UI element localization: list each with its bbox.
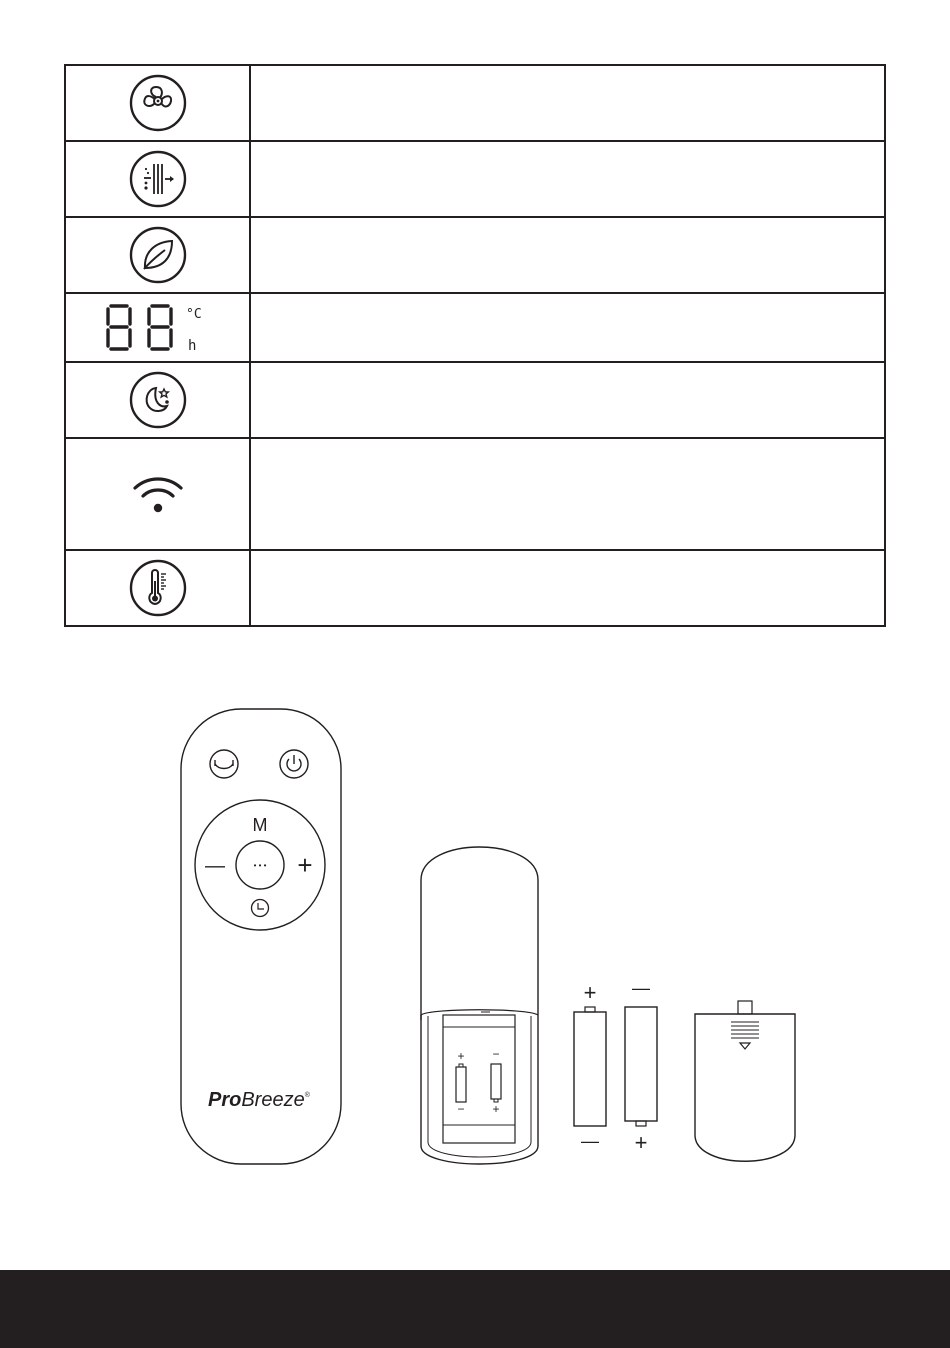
description-cell <box>250 293 885 362</box>
thermometer-icon <box>129 559 187 617</box>
description-cell <box>250 141 885 217</box>
slot-right-negative: − <box>492 1047 500 1061</box>
plus-button[interactable]: + <box>297 850 313 880</box>
wifi-icon <box>129 472 187 516</box>
table-row <box>65 550 885 626</box>
remote-back-open <box>421 847 538 1164</box>
icon-cell <box>65 550 250 626</box>
description-cell <box>250 65 885 141</box>
icon-cell <box>65 217 250 293</box>
battery-1-positive: + <box>583 980 597 1005</box>
hours-unit: h <box>187 337 196 354</box>
icon-cell <box>65 362 250 438</box>
sleep-mode-icon <box>129 371 187 429</box>
battery-2-negative: — <box>632 978 650 998</box>
icon-cell <box>65 293 250 362</box>
table-row <box>65 293 885 362</box>
filter-icon <box>129 150 187 208</box>
description-cell <box>250 362 885 438</box>
battery-1 <box>574 980 606 1151</box>
table-row <box>65 217 885 293</box>
table-row <box>65 65 885 141</box>
icon-cell <box>65 141 250 217</box>
slot-left-negative: − <box>457 1102 465 1116</box>
remote-illustration <box>0 690 950 1190</box>
timer-button[interactable] <box>252 900 269 917</box>
slot-right-positive: + <box>492 1102 500 1116</box>
slot-left-positive: + <box>457 1049 465 1063</box>
icon-cell <box>65 438 250 550</box>
battery-1-negative: — <box>581 1131 599 1151</box>
table-row <box>65 362 885 438</box>
power-button[interactable] <box>280 750 308 778</box>
digital-display-icon <box>103 302 213 354</box>
oscillate-button[interactable] <box>210 750 238 778</box>
table-row <box>65 438 885 550</box>
minus-button[interactable]: — <box>205 855 225 877</box>
battery-2 <box>625 978 657 1155</box>
center-button-label: • • • <box>253 861 267 870</box>
mode-button[interactable]: M <box>252 815 268 835</box>
battery-cover <box>695 1001 795 1161</box>
brand-bold: Pro <box>208 1089 242 1111</box>
description-cell <box>250 438 885 550</box>
brand-mark: ® <box>304 1092 310 1099</box>
icon-cell <box>65 65 250 141</box>
footer-bar <box>0 1270 950 1348</box>
description-cell <box>250 550 885 626</box>
description-cell <box>250 217 885 293</box>
celsius-unit: °C <box>185 306 202 322</box>
eco-leaf-icon <box>129 226 187 284</box>
brand-logo <box>208 1089 311 1111</box>
icon-legend-table <box>64 64 886 627</box>
fan-speed-icon <box>129 74 187 132</box>
battery-2-positive: + <box>634 1130 648 1155</box>
remote-control <box>181 709 341 1164</box>
brand-light: Breeze <box>241 1089 305 1111</box>
table-row <box>65 141 885 217</box>
